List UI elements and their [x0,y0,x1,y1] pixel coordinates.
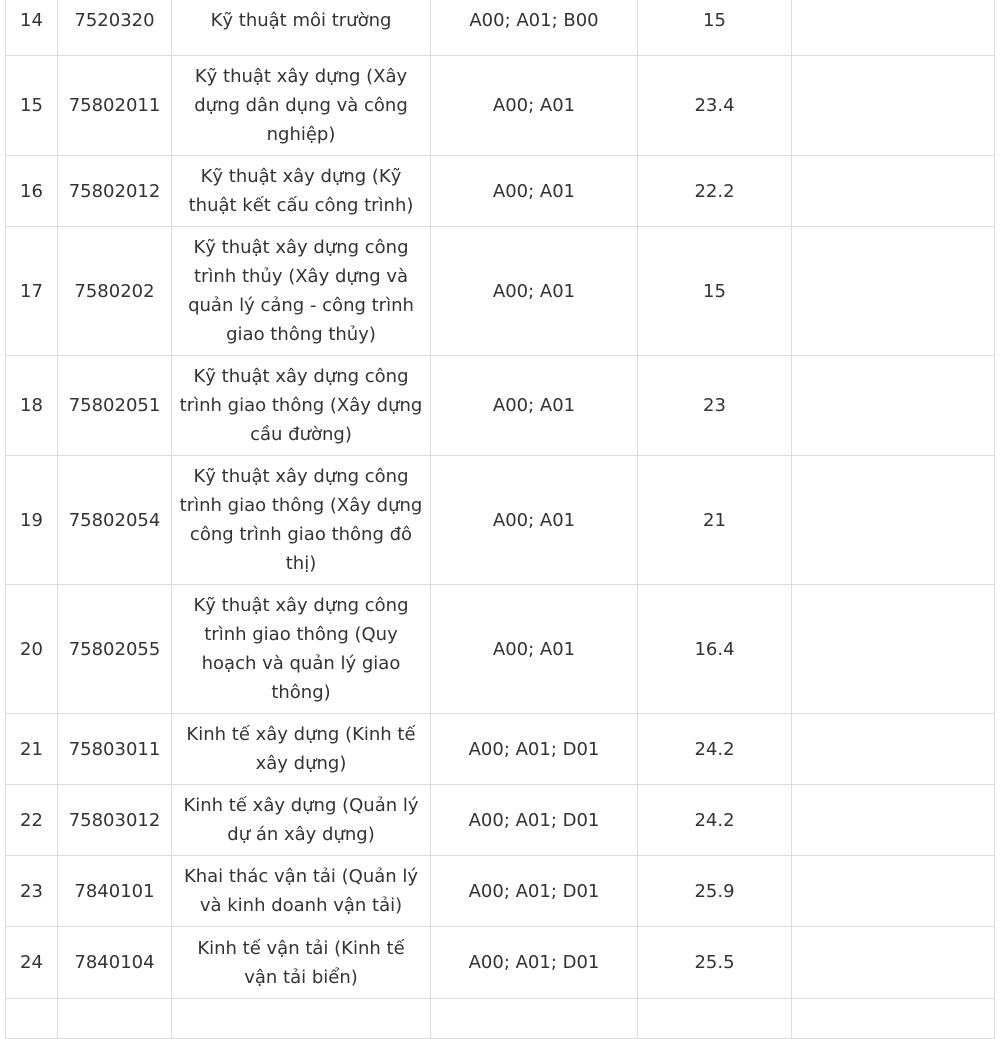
table-row [6,56,995,156]
table-row [6,856,995,927]
cell-major: Kỹ thuật xây dựng công trình giao thông (Xây dựng cầu đường) [172,356,431,456]
cell-code: 7520320 [58,0,172,56]
cell-stt: 19 [6,456,58,585]
table-body [6,0,995,1039]
cell-combos: A00; A01 [431,456,638,585]
cell-note [792,0,995,56]
table-row [6,456,995,585]
cell-major: Kỹ thuật xây dựng (Kỹ thuật kết cấu công trình) [172,156,431,227]
cell-stt [6,999,58,1039]
cell-combos [431,999,638,1039]
cell-score: 16.4 [638,585,792,714]
cell-code: 75802051 [58,356,172,456]
cell-score: 25.9 [638,856,792,927]
cell-major: Khai thác vận tải (Quản lý và kinh doanh vận tải) [172,856,431,927]
cell-code: 7580202 [58,227,172,356]
cell-major: Kỹ thuật xây dựng công trình giao thông (Quy hoạch và quản lý giao thông) [172,585,431,714]
cell-stt: 24 [6,927,58,999]
table-row [6,356,995,456]
cell-code: 75802055 [58,585,172,714]
cell-major: Kỹ thuật xây dựng công trình thủy (Xây dựng và quản lý cảng - công trình giao thông thủy) [172,227,431,356]
cell-code: 75802054 [58,456,172,585]
cell-combos: A00; A01; D01 [431,927,638,999]
cell-note [792,999,995,1039]
cell-major [172,999,431,1039]
cell-major: Kỹ thuật xây dựng công trình giao thông (Xây dựng công trình giao thông đô thị) [172,456,431,585]
table-row [6,927,995,999]
cell-score [638,999,792,1039]
table-row [6,227,995,356]
cell-note [792,856,995,927]
cell-code: 75803011 [58,714,172,785]
cell-major: Kỹ thuật xây dựng (Xây dựng dân dụng và công nghiệp) [172,56,431,156]
cell-note [792,227,995,356]
cell-code [58,999,172,1039]
cell-stt: 23 [6,856,58,927]
cell-stt: 20 [6,585,58,714]
cell-stt: 21 [6,714,58,785]
cell-note [792,714,995,785]
cell-stt: 22 [6,785,58,856]
table-row [6,156,995,227]
cell-score: 15 [638,227,792,356]
cell-combos: A00; A01 [431,156,638,227]
cell-combos: A00; A01; B00 [431,0,638,56]
cell-code: 75803012 [58,785,172,856]
cell-combos: A00; A01 [431,585,638,714]
cell-score: 21 [638,456,792,585]
cell-combos: A00; A01 [431,356,638,456]
cell-note [792,927,995,999]
cell-score: 22.2 [638,156,792,227]
table-row [6,785,995,856]
cell-score: 24.2 [638,785,792,856]
cell-score: 25.5 [638,927,792,999]
cell-major: Kinh tế xây dựng (Kinh tế xây dựng) [172,714,431,785]
table-row [6,714,995,785]
cell-score: 23.4 [638,56,792,156]
cell-combos: A00; A01; D01 [431,856,638,927]
cell-combos: A00; A01 [431,56,638,156]
cell-note [792,785,995,856]
cell-note [792,585,995,714]
cell-combos: A00; A01; D01 [431,714,638,785]
cell-stt: 14 [6,0,58,56]
cell-major: Kinh tế vận tải (Kinh tế vận tải biển) [172,927,431,999]
cell-stt: 18 [6,356,58,456]
cell-stt: 17 [6,227,58,356]
cell-score: 15 [638,0,792,56]
table-row [6,0,995,56]
cell-note [792,356,995,456]
admissions-table [5,0,995,1039]
table-row [6,999,995,1039]
cell-code: 75802012 [58,156,172,227]
cell-score: 23 [638,356,792,456]
cell-note [792,56,995,156]
cell-score: 24.2 [638,714,792,785]
cell-stt: 15 [6,56,58,156]
cell-note [792,156,995,227]
cell-combos: A00; A01; D01 [431,785,638,856]
cell-note [792,456,995,585]
table-row [6,585,995,714]
cell-major: Kỹ thuật môi trường [172,0,431,56]
cell-combos: A00; A01 [431,227,638,356]
cell-code: 75802011 [58,56,172,156]
cell-code: 7840101 [58,856,172,927]
cell-code: 7840104 [58,927,172,999]
cell-major: Kinh tế xây dựng (Quản lý dự án xây dựng) [172,785,431,856]
cell-stt: 16 [6,156,58,227]
